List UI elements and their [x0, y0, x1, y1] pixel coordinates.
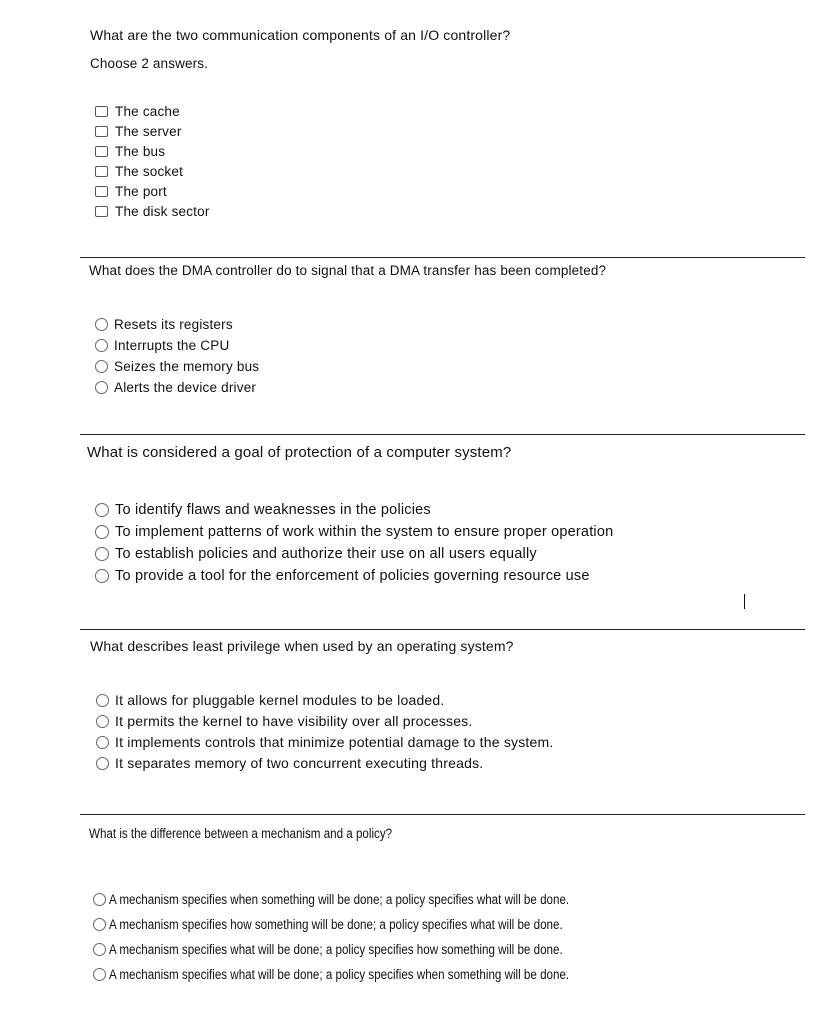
q2-option-1-label: Resets its registers — [114, 317, 233, 332]
q2-option-4-label: Alerts the device driver — [114, 380, 257, 395]
radio-icon[interactable] — [93, 968, 106, 981]
q1-option-4-label: The socket — [115, 164, 184, 179]
radio-icon[interactable] — [95, 339, 108, 352]
checkbox-icon[interactable] — [95, 186, 108, 197]
radio-icon[interactable] — [95, 318, 108, 331]
question-4-text: What describes least privilege when used by an operating system? — [90, 638, 514, 654]
q1-option-2[interactable] — [95, 124, 182, 139]
radio-icon[interactable] — [95, 360, 108, 373]
radio-icon[interactable] — [95, 547, 109, 561]
q3-option-1-label: To identify flaws and weaknesses in the policies — [115, 502, 431, 518]
q3-option-4-label: To provide a tool for the enforcement of policies governing resource use — [115, 568, 590, 584]
radio-icon[interactable] — [96, 715, 109, 728]
q3-option-3-label: To establish policies and authorize their use on all users equally — [115, 546, 537, 562]
q3-option-4[interactable] — [95, 568, 590, 584]
radio-icon[interactable] — [95, 525, 109, 539]
radio-icon[interactable] — [95, 569, 109, 583]
q1-option-3-label: The bus — [115, 144, 166, 159]
checkbox-icon[interactable] — [95, 166, 108, 177]
radio-icon[interactable] — [93, 918, 106, 931]
q3-option-3[interactable] — [95, 546, 537, 562]
question-1-instruction: Choose 2 answers. — [90, 56, 209, 71]
q4-option-2[interactable] — [96, 713, 472, 729]
radio-icon[interactable] — [96, 757, 109, 770]
q3-option-1[interactable] — [95, 502, 431, 518]
q4-option-1-label: It allows for pluggable kernel modules to be loaded. — [115, 692, 445, 708]
radio-icon[interactable] — [96, 694, 109, 707]
question-1-text: What are the two communication components of an I/O controller? — [90, 27, 511, 43]
q1-option-1[interactable] — [95, 104, 180, 119]
q4-option-3[interactable] — [96, 734, 553, 750]
q1-option-6-label: The disk sector — [115, 204, 210, 219]
q2-option-3[interactable] — [95, 359, 259, 374]
question-5-text: What is the difference between a mechanism and a policy? — [89, 826, 393, 841]
divider — [80, 434, 805, 435]
q4-option-3-label: It implements controls that minimize potential damage to the system. — [115, 734, 554, 750]
q5-option-1[interactable] — [93, 892, 644, 907]
q5-option-2-label: A mechanism specifies how something will be done; a policy specifies what will be done. — [109, 917, 563, 932]
divider — [80, 814, 805, 815]
question-3-text: What is considered a goal of protection of a computer system? — [87, 444, 512, 461]
q5-option-4[interactable] — [93, 967, 644, 982]
q5-option-1-label: A mechanism specifies when something will be done; a policy specifies what will be done. — [109, 892, 570, 907]
q1-option-5[interactable] — [95, 184, 167, 199]
q2-option-4[interactable] — [95, 380, 256, 395]
checkbox-icon[interactable] — [95, 206, 108, 217]
q5-option-3[interactable] — [93, 942, 637, 957]
checkbox-icon[interactable] — [95, 126, 108, 137]
q4-option-2-label: It permits the kernel to have visibility over all processes. — [115, 713, 473, 729]
q1-option-4[interactable] — [95, 164, 183, 179]
q1-option-6[interactable] — [95, 204, 210, 219]
q2-option-2[interactable] — [95, 338, 229, 353]
divider — [80, 257, 805, 258]
radio-icon[interactable] — [96, 736, 109, 749]
checkbox-icon[interactable] — [95, 106, 108, 117]
q5-option-2[interactable] — [93, 917, 637, 932]
q1-option-3[interactable] — [95, 144, 165, 159]
q3-option-2[interactable] — [95, 524, 613, 540]
radio-icon[interactable] — [95, 381, 108, 394]
q5-option-3-label: A mechanism specifies what will be done; a policy specifies how something will be done. — [109, 942, 563, 957]
q4-option-1[interactable] — [96, 692, 445, 708]
q1-option-2-label: The server — [115, 124, 182, 139]
q4-option-4-label: It separates memory of two concurrent executing threads. — [115, 755, 484, 771]
q2-option-2-label: Interrupts the CPU — [114, 338, 230, 353]
q5-option-4-label: A mechanism specifies what will be done; a policy specifies when something will be done. — [109, 967, 570, 982]
radio-icon[interactable] — [93, 893, 106, 906]
radio-icon[interactable] — [95, 503, 109, 517]
q3-option-2-label: To implement patterns of work within the system to ensure proper operation — [115, 524, 614, 540]
q4-option-4[interactable] — [96, 755, 483, 771]
q1-option-5-label: The port — [115, 184, 167, 199]
q1-option-1-label: The cache — [115, 104, 180, 119]
radio-icon[interactable] — [93, 943, 106, 956]
text-cursor — [744, 594, 745, 609]
checkbox-icon[interactable] — [95, 146, 108, 157]
q2-option-1[interactable] — [95, 317, 233, 332]
question-2-text: What does the DMA controller do to signal that a DMA transfer has been completed? — [89, 263, 607, 278]
divider — [80, 629, 805, 630]
q2-option-3-label: Seizes the memory bus — [114, 359, 260, 374]
